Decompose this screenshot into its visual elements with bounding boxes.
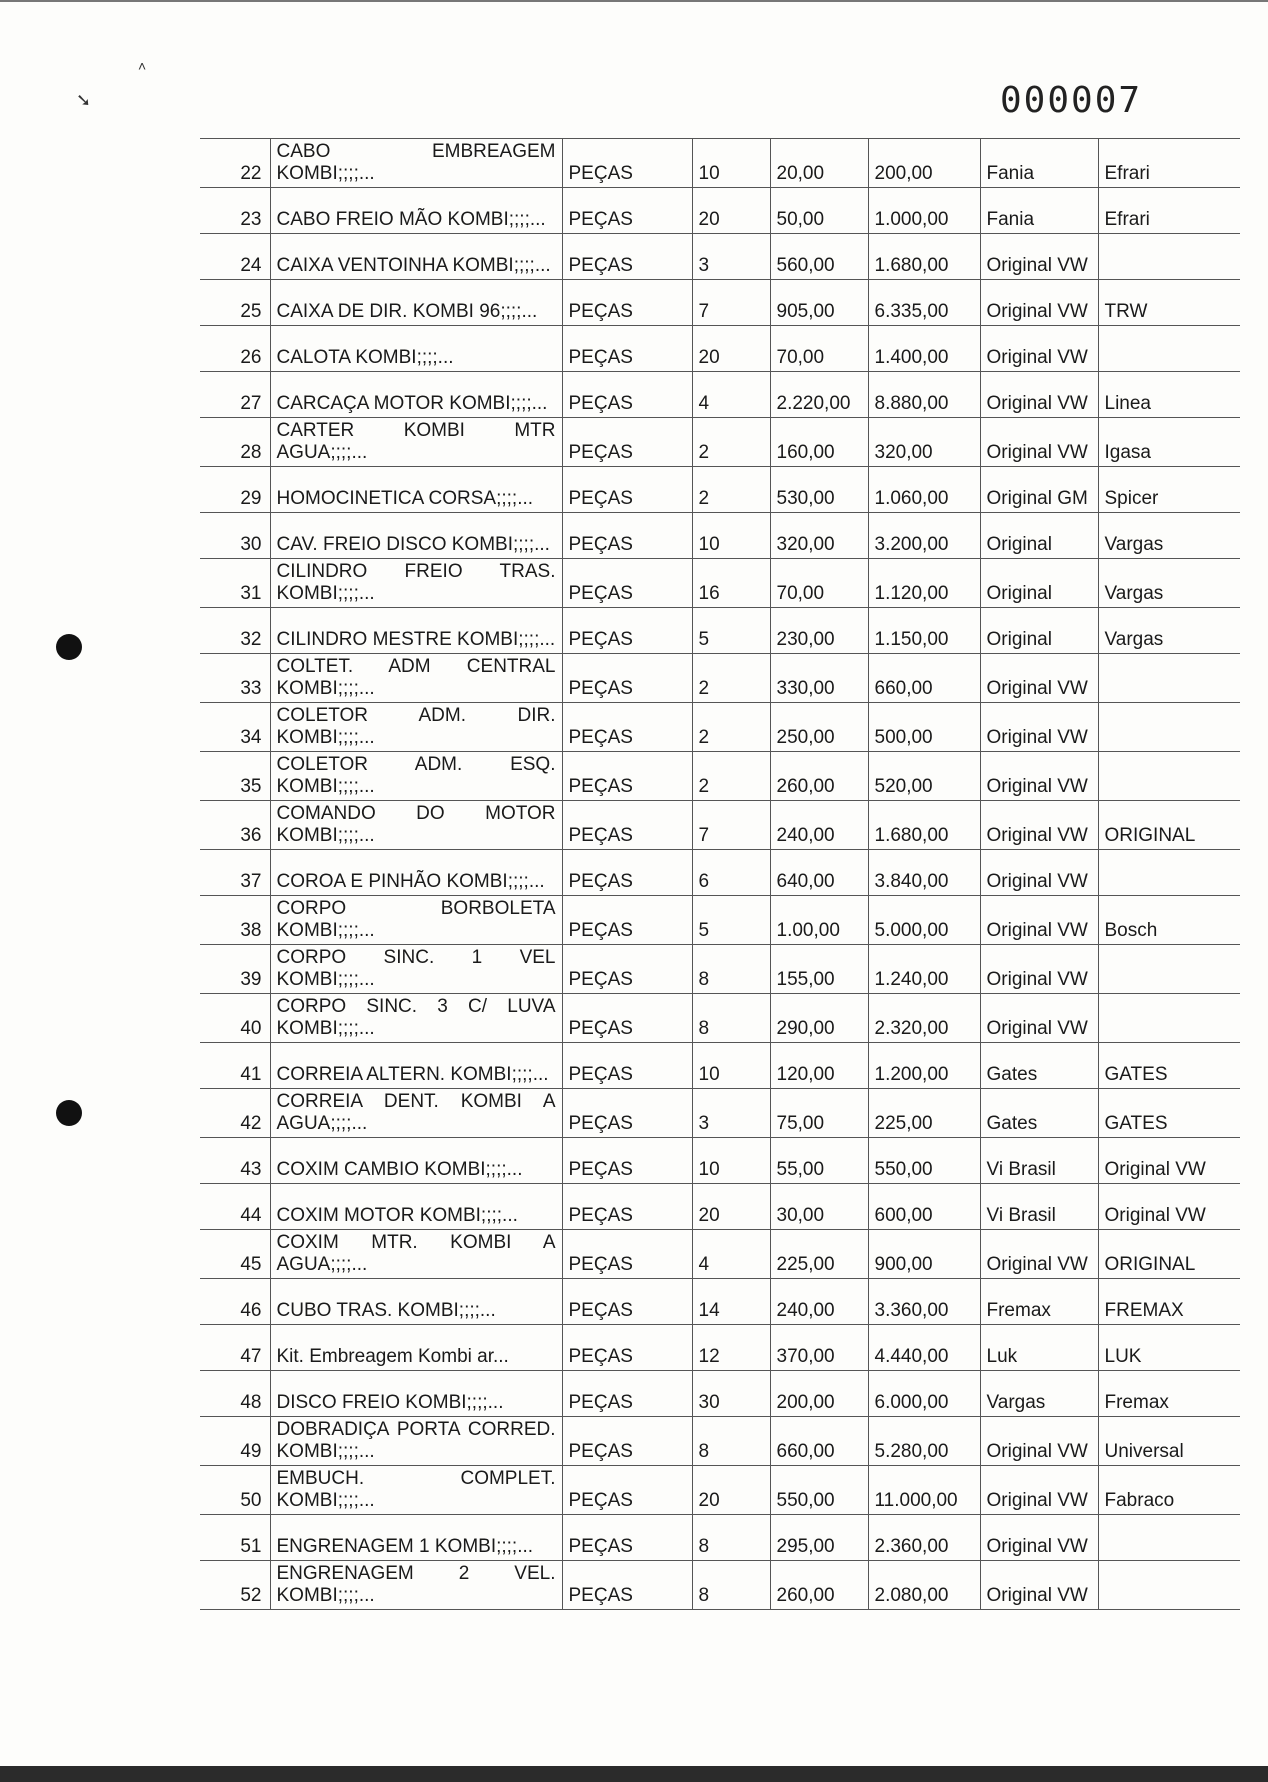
item-unit-price: 75,00 [770,1089,868,1138]
item-total-price: 11.000,00 [868,1466,980,1515]
item-unit-price: 1.00,00 [770,896,868,945]
item-unit: PEÇAS [562,1371,692,1417]
item-unit: PEÇAS [562,326,692,372]
item-number: 38 [200,896,270,945]
item-number: 41 [200,1043,270,1089]
item-brand: Original VW [980,752,1098,801]
item-description: CORREIA DENT. KOMBI A AGUA;;;;... [270,1089,562,1138]
table-row [200,139,1240,188]
item-number: 27 [200,372,270,418]
item-description: CALOTA KOMBI;;;;... [270,326,562,372]
item-total-price: 3.840,00 [868,850,980,896]
item-manufacturer: Efrari [1098,188,1240,234]
item-unit: PEÇAS [562,188,692,234]
item-number: 48 [200,1371,270,1417]
item-manufacturer: GATES [1098,1043,1240,1089]
table-row [200,1043,1240,1089]
item-total-price: 1.000,00 [868,188,980,234]
item-description: CARCAÇA MOTOR KOMBI;;;;... [270,372,562,418]
item-description: COXIM CAMBIO KOMBI;;;;... [270,1138,562,1184]
item-unit: PEÇAS [562,372,692,418]
item-brand: Original VW [980,1230,1098,1279]
item-unit: PEÇAS [562,654,692,703]
item-brand: Gates [980,1043,1098,1089]
item-manufacturer [1098,994,1240,1043]
item-description: CORPO SINC. 1 VEL KOMBI;;;;... [270,945,562,994]
item-manufacturer [1098,1561,1240,1610]
item-description: CAIXA DE DIR. KOMBI 96;;;;... [270,280,562,326]
item-brand: Fania [980,188,1098,234]
item-number: 35 [200,752,270,801]
item-manufacturer: Vargas [1098,608,1240,654]
item-unit: PEÇAS [562,280,692,326]
item-manufacturer: Linea [1098,372,1240,418]
table-row [200,1230,1240,1279]
item-manufacturer: ORIGINAL [1098,1230,1240,1279]
item-quantity: 8 [692,994,770,1043]
item-total-price: 2.360,00 [868,1515,980,1561]
item-quantity: 14 [692,1279,770,1325]
item-description: ENGRENAGEM 1 KOMBI;;;;... [270,1515,562,1561]
item-description: COMANDO DO MOTOR KOMBI;;;;... [270,801,562,850]
item-brand: Original [980,608,1098,654]
item-total-price: 225,00 [868,1089,980,1138]
item-quantity: 12 [692,1325,770,1371]
item-unit: PEÇAS [562,234,692,280]
item-brand: Original VW [980,945,1098,994]
item-manufacturer: Spicer [1098,467,1240,513]
table-row [200,1371,1240,1417]
item-brand: Original VW [980,1466,1098,1515]
item-manufacturer [1098,945,1240,994]
item-number: 24 [200,234,270,280]
item-total-price: 1.060,00 [868,467,980,513]
table-row [200,752,1240,801]
table-body [200,139,1240,1610]
item-unit: PEÇAS [562,801,692,850]
item-unit-price: 2.220,00 [770,372,868,418]
item-description: COLTET. ADM CENTRAL KOMBI;;;;... [270,654,562,703]
item-quantity: 4 [692,372,770,418]
item-quantity: 7 [692,280,770,326]
item-brand: Original [980,559,1098,608]
item-brand: Vi Brasil [980,1138,1098,1184]
item-total-price: 660,00 [868,654,980,703]
item-number: 49 [200,1417,270,1466]
item-unit-price: 260,00 [770,752,868,801]
item-unit: PEÇAS [562,139,692,188]
item-unit: PEÇAS [562,467,692,513]
item-manufacturer: FREMAX [1098,1279,1240,1325]
item-number: 42 [200,1089,270,1138]
item-unit-price: 155,00 [770,945,868,994]
item-total-price: 4.440,00 [868,1325,980,1371]
item-unit: PEÇAS [562,418,692,467]
item-description: DISCO FREIO KOMBI;;;;... [270,1371,562,1417]
item-manufacturer: Vargas [1098,513,1240,559]
item-brand: Original VW [980,1561,1098,1610]
item-brand: Original VW [980,372,1098,418]
item-unit-price: 660,00 [770,1417,868,1466]
item-total-price: 3.360,00 [868,1279,980,1325]
item-number: 36 [200,801,270,850]
item-manufacturer [1098,703,1240,752]
item-manufacturer [1098,752,1240,801]
item-quantity: 3 [692,1089,770,1138]
item-total-price: 8.880,00 [868,372,980,418]
item-brand: Original VW [980,234,1098,280]
item-unit-price: 20,00 [770,139,868,188]
item-number: 40 [200,994,270,1043]
item-manufacturer: Fabraco [1098,1466,1240,1515]
item-number: 32 [200,608,270,654]
item-manufacturer: Original VW [1098,1184,1240,1230]
item-manufacturer: Igasa [1098,418,1240,467]
item-manufacturer: TRW [1098,280,1240,326]
item-total-price: 2.320,00 [868,994,980,1043]
item-quantity: 20 [692,188,770,234]
item-manufacturer [1098,654,1240,703]
item-number: 51 [200,1515,270,1561]
table-row [200,234,1240,280]
scan-top-edge [0,0,1268,2]
item-brand: Original [980,513,1098,559]
item-unit: PEÇAS [562,1325,692,1371]
table-row [200,994,1240,1043]
item-number: 33 [200,654,270,703]
item-quantity: 8 [692,1515,770,1561]
table-row [200,654,1240,703]
item-description: ENGRENAGEM 2 VEL. KOMBI;;;;... [270,1561,562,1610]
table-row [200,1561,1240,1610]
item-quantity: 7 [692,801,770,850]
table-row [200,1138,1240,1184]
item-brand: Luk [980,1325,1098,1371]
item-unit-price: 550,00 [770,1466,868,1515]
item-unit-price: 290,00 [770,994,868,1043]
item-quantity: 20 [692,326,770,372]
table-row [200,850,1240,896]
item-number: 30 [200,513,270,559]
scan-bottom-edge [0,1766,1268,1782]
item-quantity: 10 [692,139,770,188]
item-number: 29 [200,467,270,513]
item-number: 25 [200,280,270,326]
item-quantity: 5 [692,608,770,654]
item-number: 22 [200,139,270,188]
item-total-price: 6.000,00 [868,1371,980,1417]
table-row [200,326,1240,372]
item-manufacturer: Efrari [1098,139,1240,188]
item-manufacturer: Fremax [1098,1371,1240,1417]
table-row [200,1325,1240,1371]
item-unit: PEÇAS [562,559,692,608]
item-unit: PEÇAS [562,703,692,752]
table-row [200,1089,1240,1138]
scan-mark: ➘ [76,90,92,110]
item-brand: Gates [980,1089,1098,1138]
item-quantity: 8 [692,1561,770,1610]
item-number: 39 [200,945,270,994]
item-number: 52 [200,1561,270,1610]
item-description: CILINDRO MESTRE KOMBI;;;;... [270,608,562,654]
item-unit-price: 250,00 [770,703,868,752]
item-total-price: 600,00 [868,1184,980,1230]
table-row [200,559,1240,608]
item-unit-price: 905,00 [770,280,868,326]
table-row [200,896,1240,945]
item-unit-price: 295,00 [770,1515,868,1561]
item-unit: PEÇAS [562,1515,692,1561]
punch-hole [56,634,82,660]
item-description: CABO EMBREAGEM KOMBI;;;;... [270,139,562,188]
item-unit-price: 530,00 [770,467,868,513]
item-unit: PEÇAS [562,752,692,801]
item-number: 34 [200,703,270,752]
item-description: COXIM MOTOR KOMBI;;;;... [270,1184,562,1230]
item-quantity: 8 [692,1417,770,1466]
table-row [200,1515,1240,1561]
item-brand: Original VW [980,801,1098,850]
item-unit-price: 260,00 [770,1561,868,1610]
item-unit-price: 70,00 [770,326,868,372]
item-unit: PEÇAS [562,1279,692,1325]
item-total-price: 3.200,00 [868,513,980,559]
item-brand: Original VW [980,1515,1098,1561]
parts-table [200,138,1240,1610]
item-unit-price: 240,00 [770,801,868,850]
item-unit: PEÇAS [562,1184,692,1230]
item-unit: PEÇAS [562,1417,692,1466]
item-unit-price: 70,00 [770,559,868,608]
item-description: Kit. Embreagem Kombi ar... [270,1325,562,1371]
item-total-price: 5.280,00 [868,1417,980,1466]
item-description: COROA E PINHÃO KOMBI;;;;... [270,850,562,896]
item-unit: PEÇAS [562,1561,692,1610]
item-number: 50 [200,1466,270,1515]
item-unit: PEÇAS [562,1466,692,1515]
item-total-price: 550,00 [868,1138,980,1184]
item-manufacturer [1098,234,1240,280]
item-brand: Original VW [980,703,1098,752]
item-description: CAV. FREIO DISCO KOMBI;;;;... [270,513,562,559]
item-quantity: 10 [692,1043,770,1089]
item-number: 43 [200,1138,270,1184]
table-row [200,801,1240,850]
item-quantity: 10 [692,513,770,559]
item-description: CARTER KOMBI MTR AGUA;;;;... [270,418,562,467]
table-row [200,513,1240,559]
item-description: DOBRADIÇA PORTA CORRED. KOMBI;;;;... [270,1417,562,1466]
item-unit-price: 50,00 [770,188,868,234]
item-quantity: 10 [692,1138,770,1184]
item-manufacturer: GATES [1098,1089,1240,1138]
item-manufacturer [1098,850,1240,896]
item-manufacturer: Bosch [1098,896,1240,945]
item-brand: Original VW [980,280,1098,326]
item-manufacturer: Original VW [1098,1138,1240,1184]
item-description: COLETOR ADM. DIR. KOMBI;;;;... [270,703,562,752]
table-row [200,418,1240,467]
item-quantity: 2 [692,752,770,801]
item-unit-price: 320,00 [770,513,868,559]
item-brand: Original VW [980,418,1098,467]
item-unit-price: 160,00 [770,418,868,467]
item-unit-price: 230,00 [770,608,868,654]
item-brand: Vi Brasil [980,1184,1098,1230]
item-total-price: 900,00 [868,1230,980,1279]
item-number: 37 [200,850,270,896]
item-unit: PEÇAS [562,945,692,994]
item-total-price: 1.680,00 [868,801,980,850]
item-description: CUBO TRAS. KOMBI;;;;... [270,1279,562,1325]
item-unit-price: 640,00 [770,850,868,896]
item-total-price: 6.335,00 [868,280,980,326]
item-description: CORREIA ALTERN. KOMBI;;;;... [270,1043,562,1089]
item-unit: PEÇAS [562,994,692,1043]
item-total-price: 1.200,00 [868,1043,980,1089]
item-manufacturer [1098,326,1240,372]
item-total-price: 1.400,00 [868,326,980,372]
table-row [200,1184,1240,1230]
item-quantity: 20 [692,1466,770,1515]
item-quantity: 2 [692,654,770,703]
item-number: 45 [200,1230,270,1279]
item-unit-price: 225,00 [770,1230,868,1279]
item-quantity: 4 [692,1230,770,1279]
item-number: 46 [200,1279,270,1325]
item-number: 23 [200,188,270,234]
item-description: HOMOCINETICA CORSA;;;;... [270,467,562,513]
item-description: CILINDRO FREIO TRAS. KOMBI;;;;... [270,559,562,608]
item-quantity: 8 [692,945,770,994]
item-number: 28 [200,418,270,467]
item-total-price: 200,00 [868,139,980,188]
item-manufacturer: LUK [1098,1325,1240,1371]
table-row [200,467,1240,513]
item-brand: Original GM [980,467,1098,513]
item-total-price: 2.080,00 [868,1561,980,1610]
table-row [200,703,1240,752]
item-brand: Original VW [980,850,1098,896]
item-description: CORPO SINC. 3 C/ LUVA KOMBI;;;;... [270,994,562,1043]
item-unit: PEÇAS [562,1138,692,1184]
item-unit-price: 200,00 [770,1371,868,1417]
item-total-price: 5.000,00 [868,896,980,945]
item-quantity: 30 [692,1371,770,1417]
item-description: COXIM MTR. KOMBI A AGUA;;;;... [270,1230,562,1279]
item-total-price: 320,00 [868,418,980,467]
item-quantity: 2 [692,703,770,752]
item-brand: Original VW [980,896,1098,945]
item-brand: Fania [980,139,1098,188]
item-manufacturer [1098,1515,1240,1561]
item-number: 26 [200,326,270,372]
table-row [200,188,1240,234]
table-row [200,608,1240,654]
item-description: CORPO BORBOLETA KOMBI;;;;... [270,896,562,945]
punch-hole [56,1100,82,1126]
item-quantity: 6 [692,850,770,896]
item-unit: PEÇAS [562,1043,692,1089]
item-brand: Original VW [980,326,1098,372]
table-row [200,1279,1240,1325]
table-row [200,1417,1240,1466]
item-unit-price: 240,00 [770,1279,868,1325]
item-quantity: 3 [692,234,770,280]
item-unit: PEÇAS [562,1230,692,1279]
item-total-price: 520,00 [868,752,980,801]
item-quantity: 5 [692,896,770,945]
item-manufacturer: Vargas [1098,559,1240,608]
table-row [200,945,1240,994]
scan-mark: ˄ [138,58,147,74]
item-manufacturer: Universal [1098,1417,1240,1466]
item-description: CABO FREIO MÃO KOMBI;;;;... [270,188,562,234]
item-unit-price: 370,00 [770,1325,868,1371]
item-quantity: 16 [692,559,770,608]
table-row [200,1466,1240,1515]
item-unit: PEÇAS [562,896,692,945]
item-unit-price: 560,00 [770,234,868,280]
item-brand: Fremax [980,1279,1098,1325]
item-unit-price: 330,00 [770,654,868,703]
item-brand: Vargas [980,1371,1098,1417]
item-number: 31 [200,559,270,608]
item-unit: PEÇAS [562,850,692,896]
table-row [200,280,1240,326]
item-unit-price: 30,00 [770,1184,868,1230]
item-total-price: 500,00 [868,703,980,752]
item-description: COLETOR ADM. ESQ. KOMBI;;;;... [270,752,562,801]
item-unit: PEÇAS [562,608,692,654]
item-quantity: 2 [692,467,770,513]
item-total-price: 1.240,00 [868,945,980,994]
item-quantity: 20 [692,1184,770,1230]
item-description: EMBUCH. COMPLET. KOMBI;;;;... [270,1466,562,1515]
item-number: 44 [200,1184,270,1230]
item-unit: PEÇAS [562,1089,692,1138]
item-manufacturer: ORIGINAL [1098,801,1240,850]
item-total-price: 1.680,00 [868,234,980,280]
item-quantity: 2 [692,418,770,467]
page-number: 000007 [1000,80,1143,121]
item-brand: Original VW [980,1417,1098,1466]
item-description: CAIXA VENTOINHA KOMBI;;;;... [270,234,562,280]
table-row [200,372,1240,418]
item-unit-price: 120,00 [770,1043,868,1089]
item-total-price: 1.120,00 [868,559,980,608]
item-number: 47 [200,1325,270,1371]
item-total-price: 1.150,00 [868,608,980,654]
item-unit-price: 55,00 [770,1138,868,1184]
item-brand: Original VW [980,994,1098,1043]
item-brand: Original VW [980,654,1098,703]
item-unit: PEÇAS [562,513,692,559]
